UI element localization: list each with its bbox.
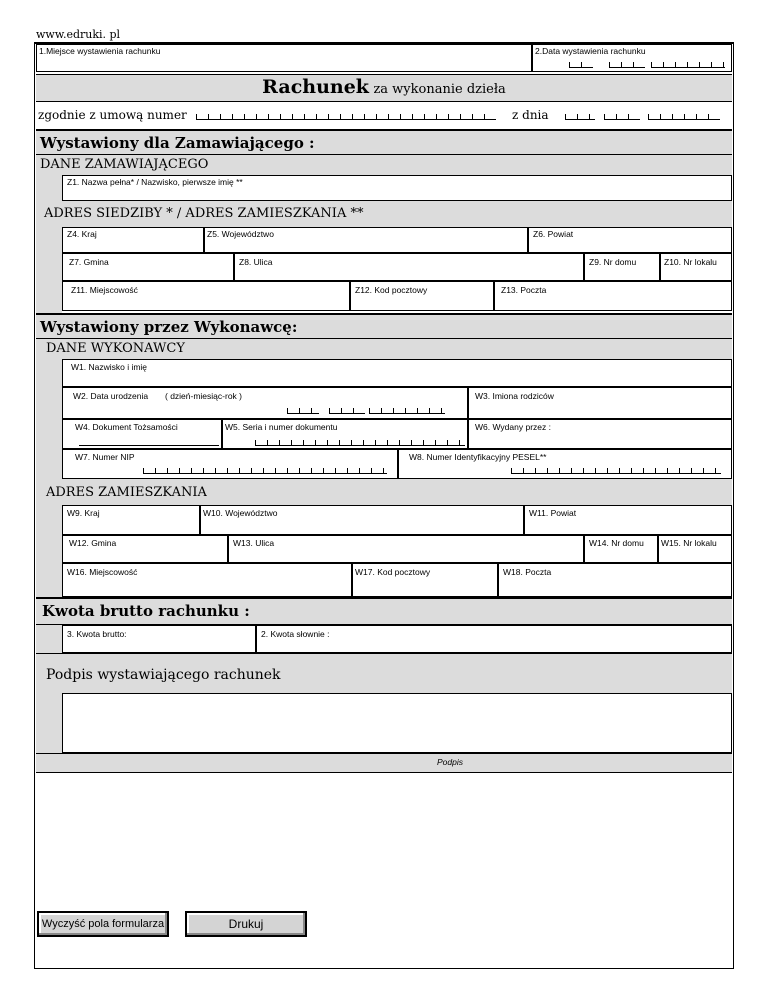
date-field[interactable]	[532, 44, 732, 72]
gross-amount-label: 3. Kwota brutto:	[67, 629, 127, 639]
z1-label: Z1. Nazwa pełna* / Nazwisko, pierwsze imię **	[67, 177, 243, 187]
signature-title: Podpis wystawiającego rachunek	[46, 667, 281, 683]
w7-label: W7. Numer NIP	[75, 452, 135, 462]
w6-label: W6. Wydany przez :	[475, 422, 551, 432]
w3-label: W3. Imiona rodziców	[475, 391, 554, 401]
signature-caption: Podpis	[437, 757, 463, 767]
z12-label: Z12. Kod pocztowy	[355, 285, 428, 295]
place-field[interactable]	[36, 44, 532, 72]
z9-field[interactable]	[584, 253, 660, 281]
w13-label: W13. Ulica	[233, 538, 275, 548]
w14-label: W14. Nr domu	[589, 538, 644, 548]
z6-field[interactable]	[528, 227, 732, 253]
w15-label: W15. Nr lokalu	[661, 538, 717, 548]
z11-label: Z11. Miejscowość	[71, 285, 138, 295]
page-title: Rachunek za wykonanie dzieła	[262, 76, 506, 98]
w2-format: ( dzień-miesiąc-rok )	[165, 391, 242, 401]
w10-field[interactable]	[200, 505, 524, 535]
z10-field[interactable]	[660, 253, 732, 281]
w11-field[interactable]	[524, 505, 732, 535]
amount-left-margin	[36, 625, 62, 653]
z9-label: Z9. Nr domu	[589, 257, 637, 267]
z12-field[interactable]	[350, 281, 494, 311]
z5-field[interactable]	[204, 227, 528, 253]
contractor-data-title: DANE WYKONAWCY	[46, 341, 185, 356]
w5-label: W5. Seria i numer dokumentu	[225, 422, 338, 432]
amount-words-field[interactable]	[256, 625, 732, 653]
z13-label: Z13. Poczta	[501, 285, 547, 295]
w1-field[interactable]	[62, 359, 732, 387]
amount-words-label: 2. Kwota słownie :	[261, 629, 330, 639]
z7-label: Z7. Gmina	[69, 257, 109, 267]
w18-field[interactable]	[498, 563, 732, 597]
z5-label: Z5. Województwo	[207, 229, 274, 239]
w12-field[interactable]	[62, 535, 228, 563]
contract-date-month[interactable]	[604, 114, 640, 120]
contract-date-label: z dnia	[512, 108, 549, 122]
contractor-address-title: ADRES ZAMIESZKANIA	[46, 485, 207, 500]
z8-field[interactable]	[234, 253, 584, 281]
z1-field[interactable]	[62, 175, 732, 201]
w13-field[interactable]	[228, 535, 584, 563]
contract-date-day[interactable]	[565, 114, 595, 120]
w10-label: W10. Województwo	[203, 508, 278, 518]
z11-field[interactable]	[62, 281, 350, 311]
w15-field[interactable]	[658, 535, 732, 563]
ordering-left-margin	[36, 175, 62, 315]
z10-label: Z10. Nr lokalu	[664, 257, 717, 267]
w14-field[interactable]	[584, 535, 658, 563]
z4-label: Z4. Kraj	[67, 229, 97, 239]
w11-label: W11. Powiat	[529, 508, 577, 518]
z6-label: Z6. Powiat	[533, 229, 574, 239]
w16-label: W16. Miejscowość	[67, 567, 138, 577]
contract-label: zgodnie z umową numer	[38, 108, 187, 122]
z13-field[interactable]	[494, 281, 732, 311]
signature-field[interactable]	[62, 693, 732, 753]
w5-field[interactable]	[222, 419, 468, 449]
contract-number-field[interactable]	[196, 114, 496, 120]
z7-field[interactable]	[62, 253, 234, 281]
w1-label: W1. Nazwisko i imię	[71, 362, 148, 372]
w4-label: W4. Dokument Tożsamości	[75, 422, 178, 432]
w3-field[interactable]	[468, 387, 732, 419]
z4-field[interactable]	[62, 227, 204, 253]
w6-field[interactable]	[468, 419, 732, 449]
w17-field[interactable]	[352, 563, 498, 597]
contract-date-year[interactable]	[648, 114, 720, 120]
ordering-title: Wystawiony dla Zamawiającego :	[40, 134, 315, 152]
print-button[interactable]: Drukuj	[185, 911, 307, 937]
contractor-title: Wystawiony przez Wykonawcę:	[40, 318, 298, 336]
place-label: 1.Miejsce wystawienia rachunku	[39, 46, 161, 56]
w7-field[interactable]	[62, 449, 398, 479]
ordering-data-title: DANE ZAMAWIAJĄCEGO	[40, 157, 209, 172]
z8-label: Z8. Ulica	[239, 257, 273, 267]
date-label: 2.Data wystawienia rachunku	[535, 46, 646, 56]
w12-label: W12. Gmina	[69, 538, 117, 548]
site-url: www.edruki. pl	[36, 28, 121, 41]
w16-field[interactable]	[62, 563, 352, 597]
w2-label: W2. Data urodzenia	[73, 391, 149, 401]
w8-label: W8. Numer Identyfikacyjny PESEL**	[409, 452, 547, 462]
ordering-address-title: ADRES SIEDZIBY * / ADRES ZAMIESZKANIA **	[44, 206, 364, 221]
w18-label: W18. Poczta	[503, 567, 552, 577]
w4-field[interactable]	[62, 419, 222, 449]
clear-form-button[interactable]: Wyczyść pola formularza	[37, 911, 169, 937]
gross-amount-field[interactable]	[62, 625, 256, 653]
amount-title: Kwota brutto rachunku :	[42, 602, 250, 620]
w9-field[interactable]	[62, 505, 200, 535]
w9-label: W9. Kraj	[67, 508, 100, 518]
w17-label: W17. Kod pocztowy	[355, 567, 431, 577]
w8-field[interactable]	[398, 449, 732, 479]
w2-field[interactable]	[62, 387, 468, 419]
